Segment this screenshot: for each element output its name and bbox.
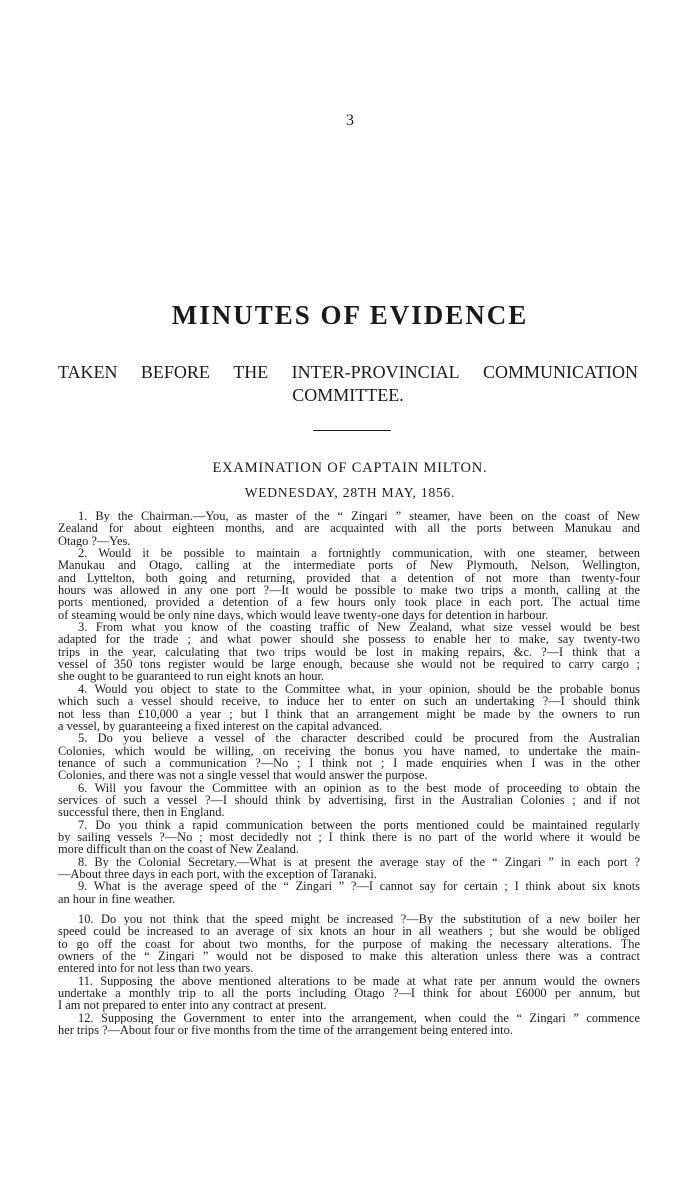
subtitle-line-1 bbox=[58, 362, 638, 383]
question-line: 4. Would you object to state to the Committee what, in your opinion, should be the probable bonus bbox=[78, 682, 640, 696]
question-line: Colonies, which would be willing, on receiving the bonus you have named, to undertake the main- bbox=[58, 744, 640, 757]
question-line: not less than £10,000 a year ; but I think that an arrangement might be made by the owners to run bbox=[58, 707, 640, 720]
page-number: 3 bbox=[346, 112, 354, 129]
question-line: successful there, then in England. bbox=[58, 806, 225, 819]
question-line: of steaming would be only nine days, which would leave twenty-one days for detention in harbour. bbox=[58, 608, 549, 622]
question-line: hours was allowed in any one port ?—It would be possible to make two trips a month, calling at the bbox=[58, 584, 640, 597]
question-line: she ought to be guaranteed to run eight knots an hour. bbox=[58, 670, 324, 683]
question-line: her trips ?—About four or five months from the time of the arrangement being entered into. bbox=[58, 1024, 513, 1037]
question-line: which such a vessel should receive, to induce her to enter on such an undertaking ?—I should think bbox=[58, 695, 640, 708]
evidence-body bbox=[58, 510, 640, 1036]
question-line: Otago ?—Yes. bbox=[58, 534, 131, 548]
question-line: an hour in fine weather. bbox=[58, 892, 176, 905]
document-title: MINUTES OF EVIDENCE bbox=[171, 300, 529, 330]
document-subtitle bbox=[58, 362, 638, 406]
question-line: entered into for not less than two years. bbox=[58, 962, 254, 975]
question-line: speed could be increased to an average of six knots an hour in all weathers ; but she would be obliged bbox=[58, 925, 640, 938]
question-4 bbox=[58, 683, 640, 732]
question-line: 12. Supposing the Government to enter into the arrangement, when could the “ Zingari ” commence bbox=[78, 1011, 640, 1025]
question-line: ports mentioned, provided a detention of a few hours only took place in each port. The actual time bbox=[58, 596, 640, 609]
question-line: owners of the “ Zingari ” would not be disposed to make this alteration unless there was a contract bbox=[58, 950, 640, 963]
question-line: I am not prepared to enter into any contract at present. bbox=[58, 999, 327, 1012]
question-line: and Lyttelton, both going and returning, provided that a detention of not more than twenty-four bbox=[58, 571, 640, 585]
question-line: to go off the coast for about two months, for the purpose of making the necessary alterations. The bbox=[58, 937, 640, 951]
subtitle-line-2: COMMITTEE. bbox=[292, 385, 404, 405]
question-line: vessel of 350 tons register would be large enough, because she would not be required to carry cargo ; bbox=[58, 658, 640, 671]
question-line: 2. Would it be possible to maintain a fortnightly communication, with one steamer, between bbox=[78, 547, 640, 560]
question-line: —About three days in each port, with the exception of Taranaki. bbox=[58, 867, 377, 881]
question-line: undertake a monthly trip to all the ports including Otago ?—I think for about £6000 per annum, but bbox=[58, 987, 640, 1000]
question-line: tenance of such a communication ?—No ; I think not ; I made enquiries when I was in the other bbox=[58, 756, 640, 770]
question-8 bbox=[58, 856, 640, 881]
examination-heading: EXAMINATION OF CAPTAIN MILTON. bbox=[212, 460, 488, 476]
subtitle-word: THE bbox=[233, 362, 269, 382]
question-line: 11. Supposing the above mentioned alterations to be made at what rate per annum would the owners bbox=[78, 974, 640, 988]
question-line: 8. By the Colonial Secretary.—What is at present the average stay of the “ Zingari ” in each port ? bbox=[78, 855, 640, 868]
question-6 bbox=[58, 782, 640, 819]
question-12 bbox=[58, 1012, 640, 1037]
question-9 bbox=[58, 880, 640, 905]
examination-date: WEDNESDAY, 28TH MAY, 1856. bbox=[244, 485, 456, 500]
subtitle-word: INTER-PROVINCIAL bbox=[291, 362, 460, 382]
question-11 bbox=[58, 975, 640, 1012]
question-line: a vessel, by guaranteeing a fixed interest on the capital advanced. bbox=[58, 719, 383, 733]
question-7 bbox=[58, 819, 640, 856]
question-line: 3. From what you know of the coasting traffic of New Zealand, what size vessel would be best bbox=[78, 621, 640, 634]
question-line: Colonies, and there was not a single vessel that would answer the purpose. bbox=[58, 769, 428, 782]
question-3 bbox=[58, 621, 640, 683]
question-line: more difficult than on the coast of New Zealand. bbox=[58, 843, 299, 856]
question-line: 7. Do you think a rapid communication between the ports mentioned could be maintained regularly bbox=[78, 818, 640, 831]
question-line: services of such a vessel ?—I should think by advertising, first in the Australian Colonies ; and if not bbox=[58, 793, 640, 807]
section-divider bbox=[313, 430, 391, 431]
question-line: Manukau and Otago, calling at the intermediate ports of New Plymouth, Nelson, Wellington, bbox=[58, 559, 640, 572]
question-line: 5. Do you believe a vessel of the character described could be procured from the Australian bbox=[78, 732, 640, 745]
question-line: trips in the year, calculating that two trips would be lost in making repairs, &c. ?—I think that a bbox=[58, 645, 640, 659]
question-10 bbox=[58, 913, 640, 975]
subtitle-word: COMMUNICATION bbox=[482, 362, 638, 382]
subtitle-word: BEFORE bbox=[140, 362, 210, 382]
question-line: 6. Will you favour the Committee with an opinion as to the best mode of proceeding to obtain the bbox=[78, 781, 640, 794]
question-1 bbox=[58, 510, 640, 547]
subtitle-word: TAKEN bbox=[58, 362, 118, 382]
question-line: by sailing vessels ?—No ; most decidedly not ; I think there is no part of the world where it would be bbox=[58, 830, 640, 844]
question-line: 1. By the Chairman.—You, as master of the “ Zingari ” steamer, have been on the coast of New bbox=[78, 510, 640, 523]
question-line: 10. Do you not think that the speed might be increased ?—By the substitution of a new boiler her bbox=[78, 913, 640, 926]
question-line: Zealand for about eighteen months, and are acquainted with all the ports between Manukau and bbox=[58, 522, 640, 535]
question-line: adapted for the trade ; and what power should she possess to enable her to make, say twenty-two bbox=[58, 633, 640, 646]
question-5 bbox=[58, 732, 640, 781]
question-2 bbox=[58, 547, 640, 621]
question-line: 9. What is the average speed of the “ Zingari ” ?—I cannot say for certain ; I think about six knots bbox=[78, 880, 640, 893]
